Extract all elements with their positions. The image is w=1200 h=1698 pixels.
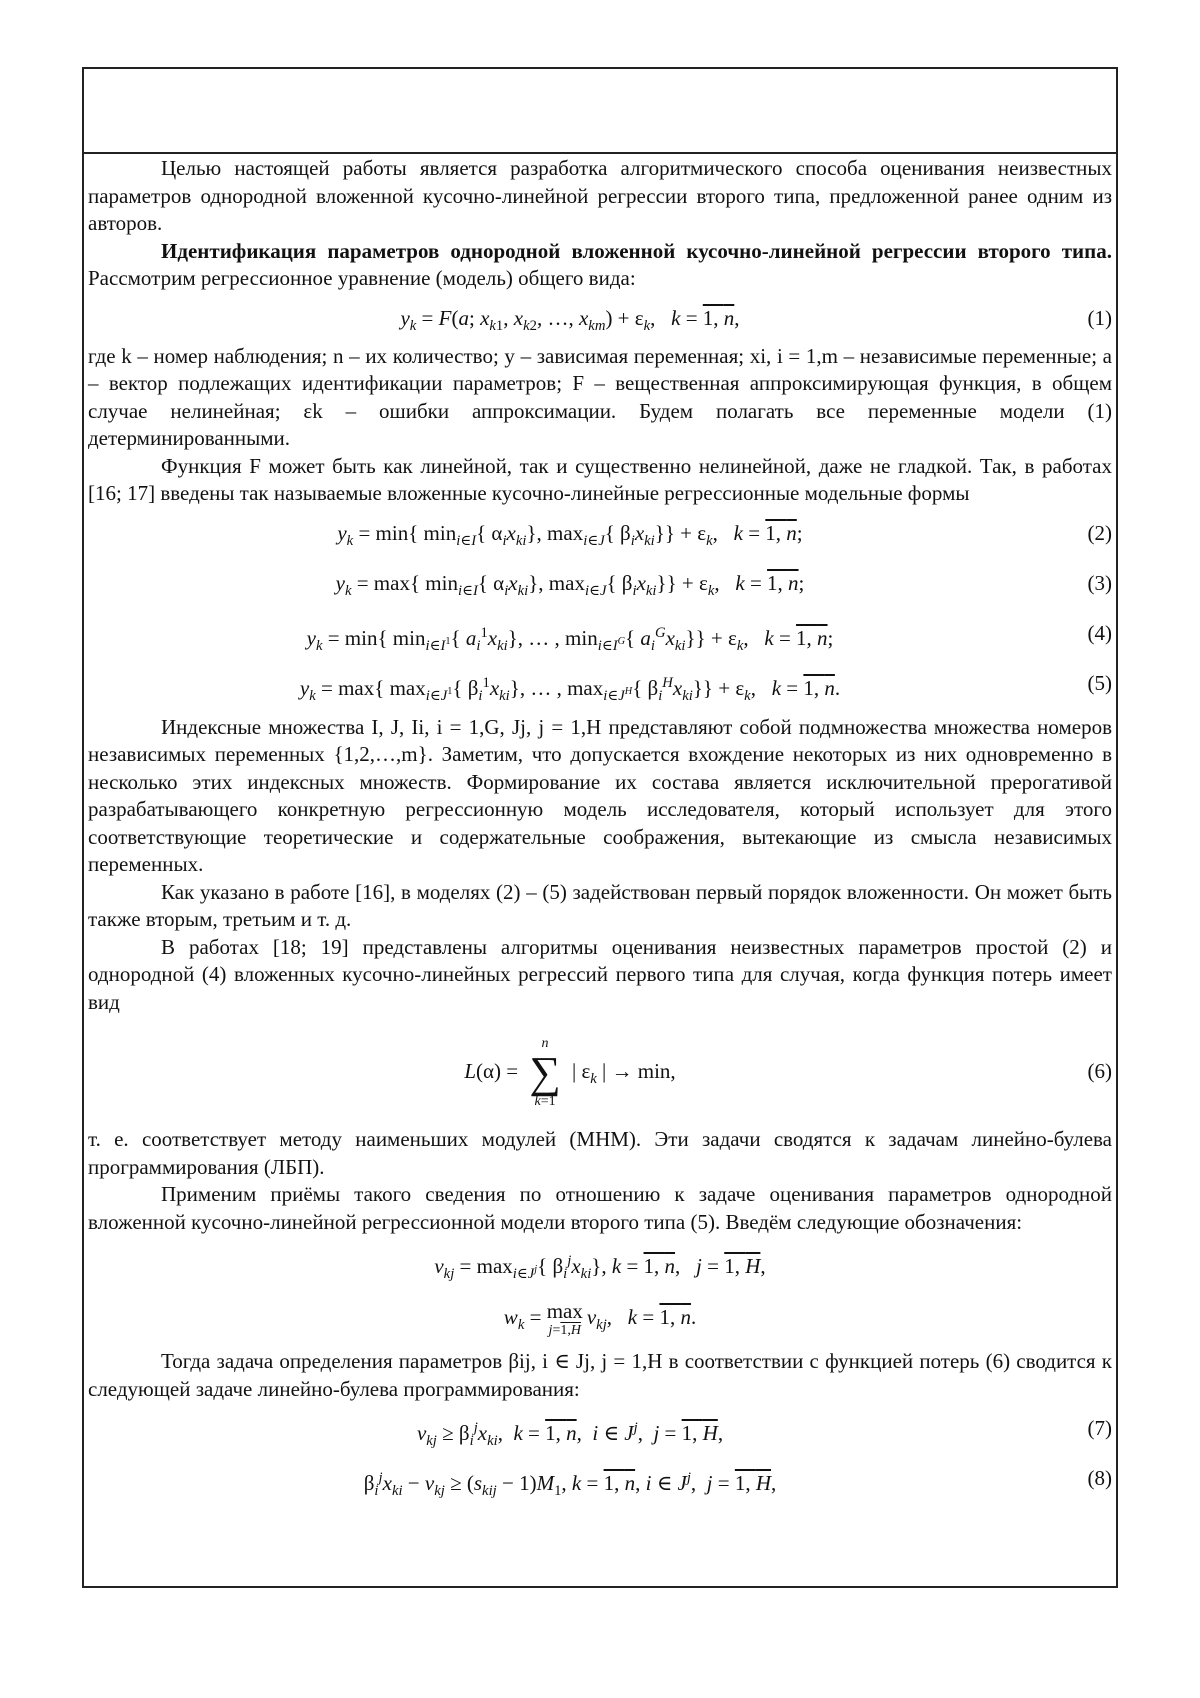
section-heading: Идентификация параметров однородной вложенной кусочно-линейной регрессии второго типа. bbox=[161, 238, 1112, 263]
paragraph-index-sets: Индексные множества I, J, Ii, i = 1,G, Jj, j = 1,H представляют собой подмножества множества номеров независимых переменных {1,2,…,m}. Заметим, что допускается вхождение некоторых из них одновременно в несколько этих индексных множеств. Формирование их состава является исключительной прерогативой разрабатывающего конкретную регрессионную модель исследователя, который использует для этого соответствующие теоретические и содержательные соображения, вытекающие из смысла независимых переменных. bbox=[88, 714, 1112, 876]
equation-number: (2) bbox=[1087, 520, 1112, 545]
equation-3: $y_k = \max${ $\min_{i\in I}${ $\alpha_ix_{ki}$}, $\max_{i\in J}${ $\beta_ix_{ki}\}\} + \varepsilon_k$, k = 1, n; (3) bbox=[88, 558, 1112, 608]
equation-v-definition: $v_{kj} = \max_{i\in J^j}${ $\beta_i^jx_{ki}$}, k = 1, n, j = 1, H, bbox=[434, 1253, 766, 1283]
paragraph-lbp-problem: Тогда задача определения параметров βij, i ∈ Jj, j = 1,H в соответствии с функцией потерь (6) сводится к следующей задаче линейно-булева программирования: bbox=[88, 1349, 1112, 1401]
section-text: Рассмотрим регрессионное уравнение (модель) общего вида: bbox=[88, 266, 636, 290]
paragraph-algorithms: В работах [18; 19] представлены алгоритмы оценивания неизвестных параметров простой (2) и однородной (4) вложенных кусочно-линейных регрессий первого типа для случая, когда функция потерь имеет вид bbox=[88, 934, 1112, 1014]
equation-number: (1) bbox=[1087, 305, 1112, 330]
equation-4: $y_k = \min${ $\min_{i\in I^1}${ $a_i^1x_{ki}$}, … , $\min_{i\in I^G}${ $a_i^Gx_{ki}\}\} + \varepsilon_k$, k = 1, n; (4) bbox=[88, 608, 1112, 658]
equation-2: $y_k = \min${ $\min_{i\in I}${ $\alpha_ix_{ki}$}, $\max_{i\in J}${ $\beta_ix_{ki}\}\} + \varepsilon_k$, k = 1, n; (2) bbox=[88, 508, 1112, 558]
equation-number: (5) bbox=[1087, 670, 1112, 695]
equation-number: (4) bbox=[1087, 620, 1112, 645]
paragraph-function-f: Функция F может быть как линейной, так и существенно нелинейной, даже не гладкой. Так, в работах [16; 17] введены так называемые вложенные кусочно-линейные регрессионные модельные формы bbox=[88, 453, 1112, 505]
equation-w-definition: $w_k$ = max j=1,H $v_{kj}$, k = 1, n. bbox=[503, 1298, 697, 1338]
equation-8: $\beta_i^jx_{ki} - v_{kj} \ge (s_{kij} - 1)M_1$, k = 1, n, i ∈ $J^j$, j = 1, H, (8) bbox=[88, 1453, 1112, 1503]
equation-7: $v_{kj} \ge \beta_i^jx_{ki}$, k = 1, n, i ∈ $J^j$, j = 1, H, (7) bbox=[88, 1403, 1112, 1453]
equation-number: (7) bbox=[1087, 1416, 1112, 1440]
header-box bbox=[84, 69, 1116, 154]
equation-number: (8) bbox=[1087, 1466, 1112, 1490]
paragraph-notation: Применим приёмы такого сведения по отношению к задаче оценивания параметров однородной вложенной кусочно-линейной регрессионной модели второго типа (5). Введём следующие обозначения: bbox=[88, 1182, 1112, 1234]
paragraph-section-start bbox=[88, 238, 1112, 293]
paragraph-nesting-order: Как указано в работе [16], в моделях (2) – (5) задействован первый порядок вложенности. Он может быть также вторым, третьим и т. д. bbox=[88, 879, 1112, 931]
paragraph-lad-method: т. е. соответствует методу наименьших модулей (МНМ). Эти задачи сводятся к задачам линейно-булева программирования (ЛБП). bbox=[88, 1127, 1112, 1179]
equation-number: (3) bbox=[1087, 570, 1112, 595]
equation-5: $y_k = \max${ $\max_{i\in J^1}${ $\beta_i^1x_{ki}$}, … , $\max_{i\in J^H}${ $\beta_i^Hx_{ki}\}\} + \varepsilon_k$, k = 1, n. (5) bbox=[88, 658, 1112, 708]
equation-1: $y_k = F(a$; $x_{k1}$, $x_{k2}$, …, $x_{km}) + \varepsilon_k$, k = 1, n, (1) bbox=[88, 293, 1112, 343]
article-body bbox=[88, 155, 1112, 1582]
paragraph-definitions: где k – номер наблюдения; n – их количество; y – зависимая переменная; xi, i = 1,m – независимые переменные; a – вектор подлежащих идентификации параметров; F – вещественная аппроксимирующая функция, в общем случае нелинейная; εk – ошибки аппроксимации. Будем полагать все переменные модели (1) детерминированными. bbox=[88, 343, 1112, 450]
equation-number: (6) bbox=[1087, 1059, 1112, 1083]
equation-6: L(α) = n ∑ k=1 | $\varepsilon_k$ | → min, (6) bbox=[88, 1016, 1112, 1126]
page-frame bbox=[82, 67, 1118, 1588]
paragraph-intro: Целью настоящей работы является разработка алгоритмического способа оценивания неизвестных параметров однородной вложенной кусочно-линейной регрессии второго типа, предложенной ранее одним из авторов. bbox=[88, 156, 1112, 235]
